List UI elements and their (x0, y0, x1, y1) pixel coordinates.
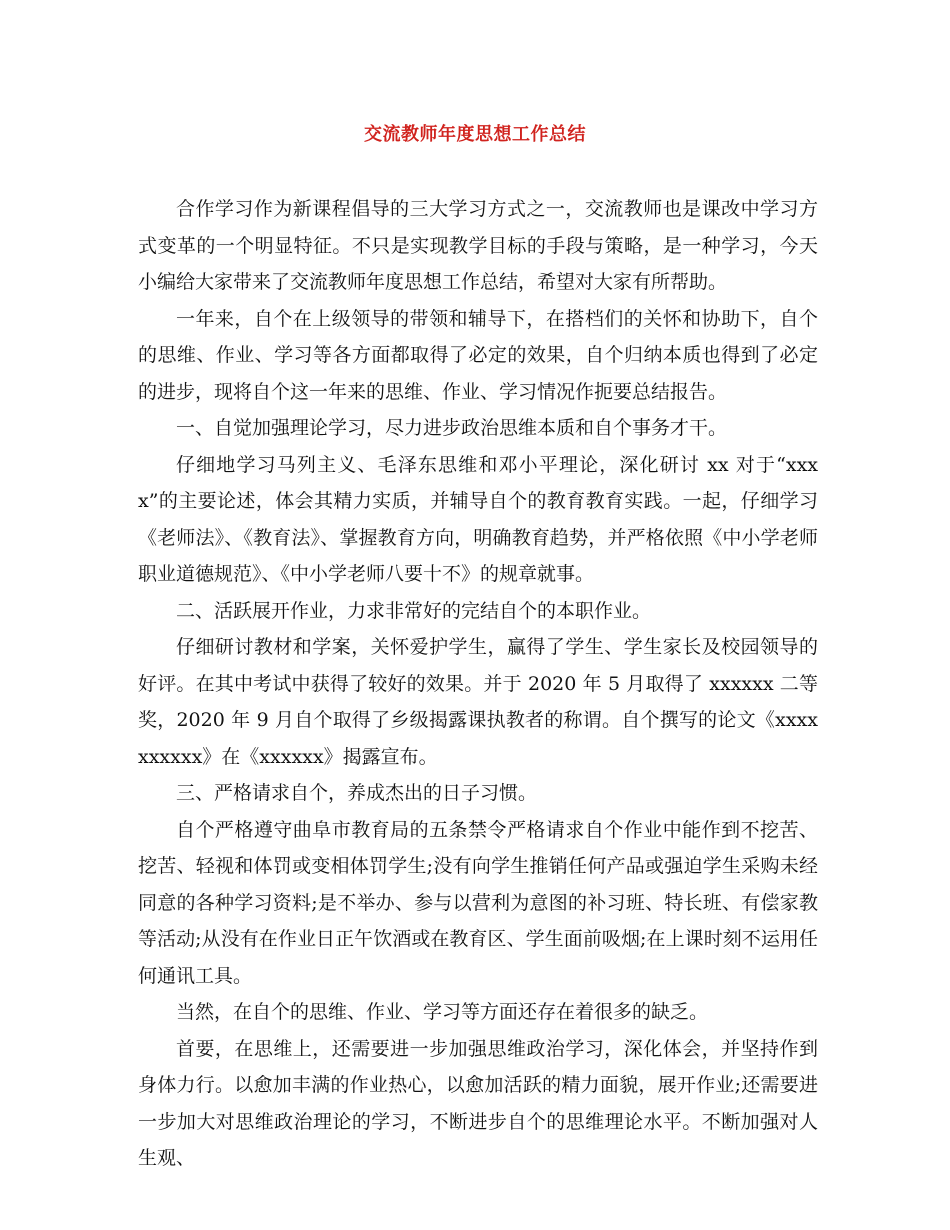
paragraph-work: 仔细研讨教材和学案，关怀爱护学生，赢得了学生、学生家长及校园领导的好评。在其中考试中获得了较好的效果。并于 2020 年 5 月取得了 xxxxxx 二等奖，2020 年 9 月自个取得了乡级揭露课执教者的称谓。自个撰写的论文《xxxxxxxxxx》在《xxxxxx》揭露宣布。 (138, 636, 818, 768)
document-body (138, 191, 818, 1177)
paragraph-shortcomings: 当然，在自个的思维、作业、学习等方面还存在着很多的缺乏。 (176, 1001, 709, 1023)
section-heading-2: 二、活跃展开作业，力求非常好的完结自个的本职作业。 (176, 599, 652, 622)
document-title: 交流教师年度思想工作总结 (364, 124, 586, 145)
paragraph-discipline: 自个严格遵守曲阜市教育局的五条禁令严格请求自个作业中能作到不挖苦、挖苦、轻视和体罚或变相体罚学生;没有向学生推销任何产品或强迫学生采购未经同意的各种学习资料;是不举办、参与以营利为意图的补习班、特长班、有偿家教等活动;从没有在作业日正午饮酒或在教育区、学生面前吸烟;在上课时刻不运用任何通讯工具。 (138, 818, 818, 987)
paragraph-intro: 合作学习作为新课程倡导的三大学习方式之一，交流教师也是课改中学习方式变革的一个明显特征。不只是实现教学目标的手段与策略，是一种学习，今天小编给大家带来了交流教师年度思想工作总结，希望对大家有所帮助。 (138, 198, 818, 293)
paragraph-overview: 一年来，自个在上级领导的带领和辅导下，在搭档们的关怀和协助下，自个的思维、作业、学习等各方面都取得了必定的效果，自个归纳本质也得到了必定的进步，现将自个这一年来的思维、作业、学习情况作扼要总结报告。 (138, 307, 818, 403)
section-heading-3: 三、严格请求自个，养成杰出的日子习惯。 (176, 782, 538, 804)
paragraph-first-point: 首要，在思维上，还需要进一步加强思维政治学习，深化体会，并坚持作到身体力行。以愈加丰满的作业热心，以愈加活跃的精力面貌，展开作业;还需要进一步加大对思维政治理论的学习，不断进步自个的思维理论水平。不断加强对人生观、 (138, 1037, 818, 1169)
paragraph-theory-study: 仔细地学习马列主义、毛泽东思维和邓小平理论，深化研讨 xx 对于“xxxx”的主要论述，体会其精力实质，并辅导自个的教育教育实践。一起，仔细学习《老师法》、《教育法》、掌握教育方向，明确教育趋势，并严格依照《中小学老师职业道德规范》、《中小学老师八要十不》的规章就事。 (138, 453, 818, 585)
section-heading-1: 一、自觉加强理论学习，尽力进步政治思维本质和自个事务才干。 (176, 417, 728, 439)
